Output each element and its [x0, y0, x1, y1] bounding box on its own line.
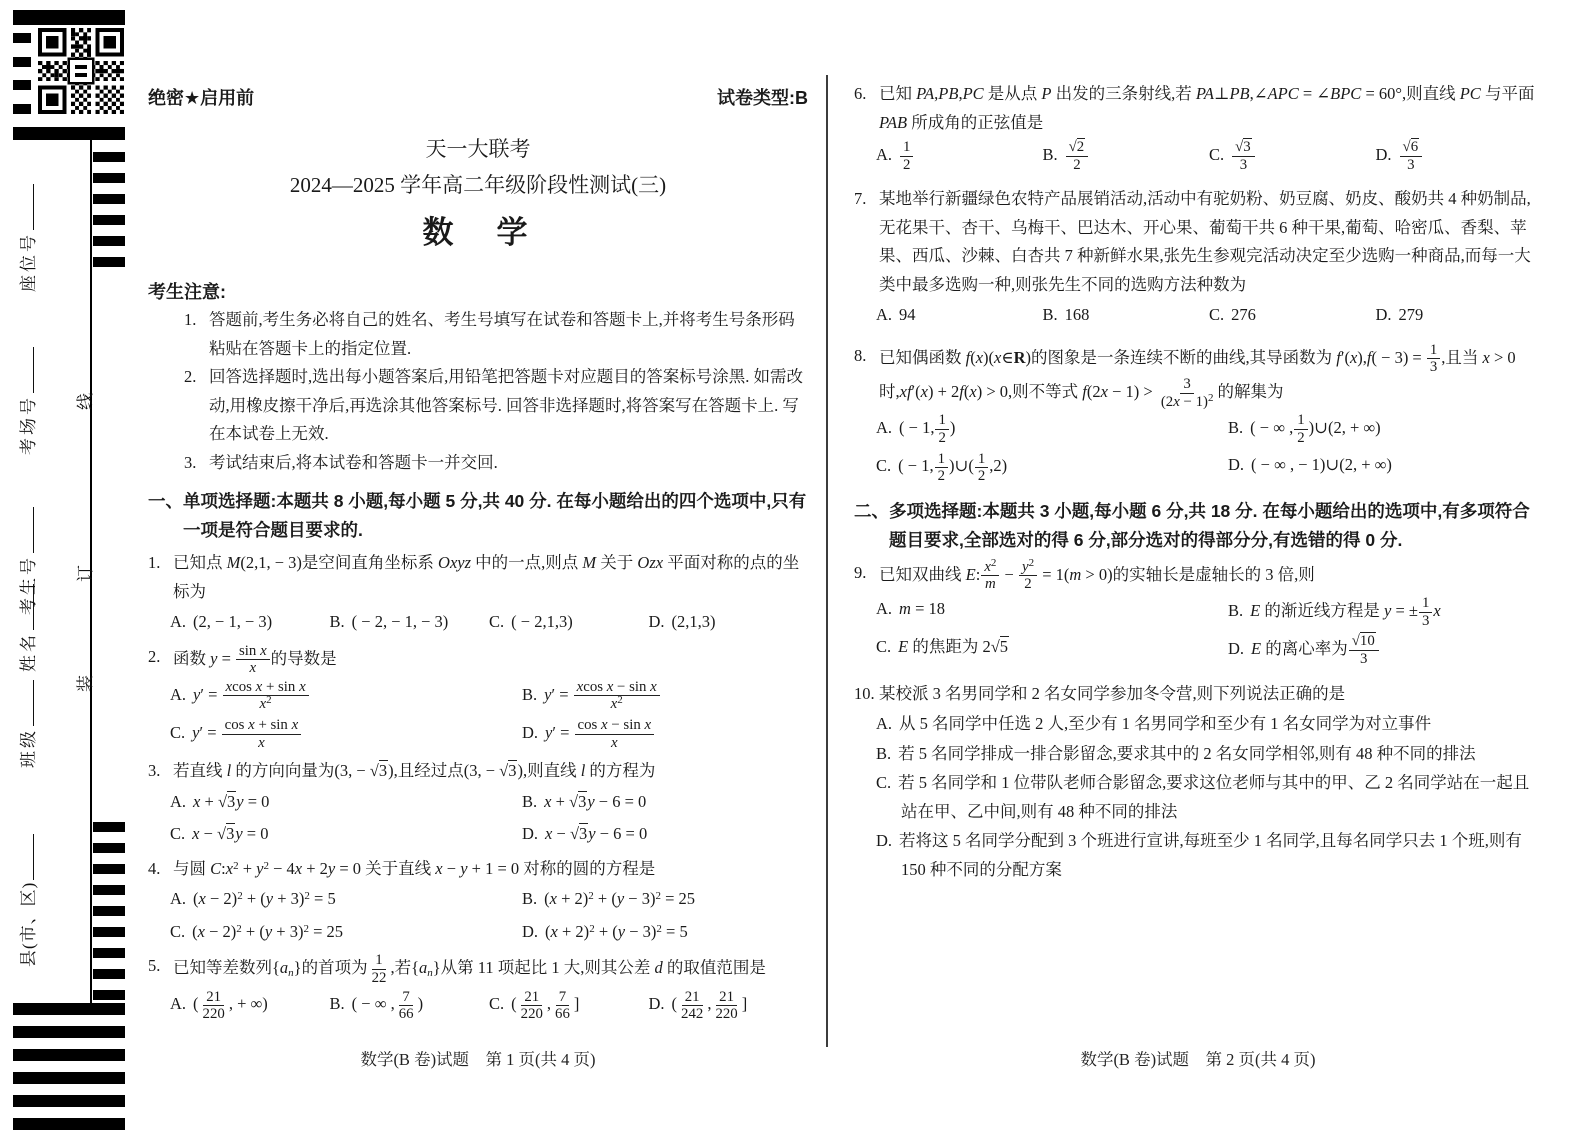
option-label: A. — [170, 684, 187, 704]
option-text: y′ = $\frac{\text{cos x − sin x}}{x}$ — [545, 723, 655, 742]
answer-option — [876, 769, 1542, 826]
question-stem-row — [148, 549, 808, 606]
fill-in-blank-line — [33, 834, 34, 880]
option-text: 若 5 名同学排成一排合影留念,要求其中的 2 名女同学相邻,则有 48 种不同的排法 — [898, 743, 1476, 763]
option-text: ( − ∞ , − 1)∪(2, + ∞) — [1251, 454, 1392, 474]
question-number: 1. — [148, 553, 161, 572]
option-text: 94 — [899, 305, 916, 325]
option-label: B. — [1042, 305, 1058, 325]
answer-option — [1209, 139, 1376, 173]
question-options — [876, 595, 1542, 668]
question-number: 2. — [148, 646, 161, 666]
notice-text: 考试结束后,将本试卷和答题卡一并交回. — [209, 452, 498, 472]
answer-option — [876, 710, 1542, 739]
option-label: A. — [876, 305, 893, 325]
answer-option — [876, 451, 1228, 485]
question-stem: 函数 y = $\frac{\text{sin x}}{x}$ 的导数是 — [173, 642, 337, 677]
question-stem-row — [854, 185, 1542, 299]
answer-option — [1228, 412, 1542, 446]
option-text: x + √3y − 6 = 0 — [544, 791, 647, 811]
answer-option — [170, 885, 522, 914]
registration-bar-top — [13, 10, 125, 25]
answer-option — [1228, 451, 1542, 485]
option-text: $(x - 2)^2 + (y + 3)^2 = 5$ — [193, 889, 336, 909]
timing-stripes — [13, 1003, 125, 1131]
option-text: ( − 1, $\frac{1}{2}$ ) — [899, 412, 956, 446]
sidebar-field-label — [18, 680, 40, 768]
option-text: y′ = $\frac{\text{xcos x − sin x}}{x^2}$ — [544, 685, 661, 704]
option-label: B. — [1228, 418, 1244, 438]
sidebar-field-label-text: 县(市、区) — [19, 881, 38, 967]
option-label: D. — [1375, 305, 1392, 325]
question-options — [170, 788, 808, 849]
option-text: 279 — [1398, 305, 1424, 325]
option-text: $(x + 2)^2 + (y - 3)^2 = 25$ — [544, 889, 696, 909]
question — [148, 757, 808, 849]
answer-option — [489, 608, 649, 637]
question-stem-row — [854, 80, 1542, 137]
question-stem-row — [854, 342, 1542, 411]
page2-footer: 数学(B 卷)试题 第 2 页(共 4 页) — [1080, 1050, 1316, 1069]
answer-option — [876, 412, 1228, 446]
section-one-heading — [148, 487, 808, 545]
question-stem: 与圆 $C:x^2 + y^2 - 4x + 2y = 0$ 关于直线 x − y + 1 = 0 对称的圆的方程是 — [173, 858, 656, 878]
notice-list — [184, 306, 808, 477]
organization-title: 天一大联考 — [425, 137, 531, 161]
sidebar-field-label-text: 姓名 — [19, 632, 38, 672]
question — [148, 549, 808, 637]
page-divider-rule — [826, 75, 828, 1047]
question — [854, 185, 1542, 330]
notice-heading: 考生注意: — [148, 282, 226, 302]
section-number: 二、 — [854, 500, 889, 521]
answer-option — [170, 989, 330, 1023]
answer-option — [522, 717, 808, 751]
option-label: A. — [170, 791, 187, 811]
answer-option — [1043, 139, 1210, 173]
page-2 — [854, 0, 1542, 896]
option-label: D. — [522, 722, 539, 742]
option-label: B. — [522, 889, 538, 909]
option-text: ( − 2,1,3) — [511, 612, 573, 631]
option-text: 从 5 名同学中任选 2 人,至少有 1 名男同学和至少有 1 名女同学为对立事件 — [899, 714, 1432, 733]
exam-session-title: 2024—2025 学年高二年级阶段性测试(三) — [289, 173, 667, 197]
question-list-page2-part2 — [854, 556, 1542, 884]
question — [148, 643, 808, 752]
fill-in-blank-line — [33, 584, 34, 630]
option-label: D. — [876, 831, 893, 850]
binding-line-char: 订 — [76, 565, 95, 582]
option-label: D. — [522, 921, 539, 941]
notice-number: 1. — [184, 310, 197, 329]
subject-title: 数 学 — [422, 215, 534, 250]
option-text: E 的离心率为 $\frac{√10}{3}$ — [1251, 639, 1380, 658]
question-stem: 已知等差数列$\{a_n\}$的首项为 $\frac{1}{22}$ ,若$\{a_n\}$从第 11 项起比 1 大,则其公差 d 的取值范围是 — [173, 952, 766, 986]
option-text: 168 — [1064, 305, 1090, 325]
binding-dashes-bottom — [93, 822, 125, 1001]
option-text: ( − 2, − 1, − 3) — [351, 612, 449, 631]
question-number: 6. — [854, 84, 867, 103]
option-text: ( − ∞ , $\frac{7}{66}$ ) — [351, 988, 424, 1023]
option-text: m = 18 — [899, 599, 946, 618]
option-label: A. — [170, 994, 187, 1014]
answer-option — [649, 608, 809, 637]
answer-option — [876, 595, 1228, 629]
option-label: D. — [1228, 454, 1245, 474]
sidebar-field-label — [18, 184, 40, 292]
option-label: D. — [1228, 639, 1245, 659]
page-header — [148, 84, 808, 112]
answer-option — [522, 918, 808, 947]
option-label: A. — [876, 599, 893, 618]
answer-option — [1228, 633, 1542, 667]
answer-option — [489, 989, 649, 1023]
option-text: 276 — [1231, 305, 1256, 325]
answer-option — [170, 608, 330, 637]
question-stem-row — [148, 643, 808, 677]
question-list-page2-part1 — [854, 80, 1542, 485]
option-label: A. — [876, 144, 893, 164]
question-options — [876, 139, 1542, 173]
option-label: C. — [876, 456, 892, 476]
fill-in-blank-line — [33, 347, 34, 393]
question-stem-row — [148, 952, 808, 986]
fill-in-blank-line — [33, 507, 34, 553]
question — [148, 952, 808, 1023]
option-label: B. — [329, 994, 345, 1014]
option-label: C. — [170, 722, 186, 742]
option-label: B. — [1042, 144, 1058, 164]
option-label: B. — [522, 684, 538, 704]
question-stem: 已知偶函数 f(x)(x∈R)的图象是一条连续不断的曲线,其导函数为 f′(x),f( − 3) = $\frac{1}{3}$ ,且当 x > 0 时,xf′(x) + 2f(x) > 0,则不等式 f(2x − 1) > $\frac{3}{(2x - 1)^2}$ 的解集为 — [879, 341, 1516, 410]
question-options — [170, 989, 808, 1023]
question-list-page1 — [148, 549, 808, 1023]
answer-option — [1228, 595, 1542, 629]
option-text: (2,1,3) — [671, 612, 716, 631]
secrecy-label: 绝密★启用前 — [148, 88, 255, 108]
option-text: E 的渐近线方程是 y = ± $\frac{1}{3}$ x — [1250, 595, 1441, 629]
answer-option — [170, 679, 522, 713]
question-stem-row — [854, 556, 1542, 593]
question-number: 3. — [148, 761, 161, 781]
question-stem-row — [148, 855, 808, 884]
answer-option — [170, 717, 522, 751]
registration-bar-bottom — [13, 127, 125, 140]
option-label: C. — [170, 824, 186, 844]
answer-option — [649, 989, 809, 1023]
notice-item — [184, 306, 808, 363]
page1-footer: 数学(B 卷)试题 第 1 页(共 4 页) — [360, 1050, 596, 1069]
sidebar-field-label — [18, 584, 40, 672]
qr-code-icon — [38, 28, 124, 114]
question-number: 4. — [148, 858, 161, 878]
option-label: D. — [648, 612, 665, 631]
answer-option — [876, 827, 1542, 884]
option-label: D. — [522, 824, 539, 844]
question-stem: 若直线 l 的方向向量为(3, − √3),且经过点(3, − √3),则直线 l 的方程为 — [173, 761, 656, 781]
option-text: y′ = $\frac{\text{cos x + sin x}}{x}$ — [192, 723, 302, 742]
section-text: 单项选择题:本题共 8 小题,每小题 5 分,共 40 分. 在每小题给出的四个选项中,只有一项是符合题目要求的. — [183, 491, 807, 540]
option-label: A. — [170, 889, 187, 909]
answer-option — [170, 820, 522, 849]
option-text: $\frac{1}{2}$ — [899, 145, 914, 164]
question-options — [170, 885, 808, 946]
answer-option — [1376, 139, 1543, 173]
question-stem: 某地举行新疆绿色农特产品展销活动,活动中有驼奶粉、奶豆腐、奶皮、酸奶共 4 种奶制品,无花果干、杏干、乌梅干、巴达木、开心果、葡萄干共 6 种干果,葡萄、哈密瓜、香梨、苹果、西瓜、沙棘、白杏共 7 种新鲜水果,张先生参观完活动决定至少选购一种商品,而每一大类中最多选购一种,则张先生不同的选购方法种数为 — [879, 189, 1531, 294]
option-text: $(x - 2)^2 + (y + 3)^2 = 25$ — [192, 921, 344, 941]
answer-option — [1209, 301, 1376, 330]
option-label: C. — [876, 773, 892, 792]
answer-option — [876, 740, 1542, 769]
page-1 — [148, 0, 808, 1029]
question — [148, 855, 808, 947]
sidebar-field-label-text: 班级 — [19, 728, 38, 768]
option-label: D. — [1375, 144, 1392, 164]
section-text: 多项选择题:本题共 3 小题,每小题 6 分,共 18 分. 在每小题给出的选项中,有多项符合题目要求,全部选对的得 6 分,部分选对的得部分分,有选错的得 0 分. — [889, 500, 1530, 550]
answer-option — [522, 679, 808, 713]
option-label: B. — [1228, 600, 1244, 620]
answer-option — [522, 820, 808, 849]
answer-option — [330, 989, 490, 1023]
answer-option — [170, 918, 522, 947]
option-text: $\frac{√2}{2}$ — [1065, 145, 1090, 164]
question-options — [876, 301, 1542, 330]
sidebar-field-label-text: 座位号 — [19, 232, 38, 292]
paper-type-label: 试卷类型:B — [717, 88, 808, 108]
question-options — [170, 608, 808, 637]
option-label: A. — [876, 714, 893, 733]
option-text: 若将这 5 名同学分配到 3 个班进行宣讲,每班至少 1 名同学,且每名同学只去 1 个班,则有 150 种不同的分配方案 — [899, 831, 1522, 879]
question-stem-row — [148, 757, 808, 786]
answer-option — [330, 608, 490, 637]
option-text: ( − 1, $\frac{1}{2}$ )∪( $\frac{1}{2}$ ,2) — [898, 450, 1008, 485]
option-label: C. — [489, 612, 505, 631]
answer-option — [522, 788, 808, 817]
sidebar-field-label-text: 考场号 — [19, 395, 38, 455]
option-text: $(x + 2)^2 + (y - 3)^2 = 5$ — [545, 921, 688, 941]
question-number: 5. — [148, 956, 161, 976]
question — [854, 680, 1542, 885]
option-label: C. — [1209, 305, 1225, 325]
answer-option — [876, 633, 1228, 667]
option-text: x − √3y = 0 — [192, 824, 269, 844]
option-label: C. — [170, 921, 186, 941]
notice-number: 2. — [184, 367, 197, 386]
notice-number: 3. — [184, 452, 197, 472]
registration-marks — [13, 33, 31, 115]
answer-option — [170, 788, 522, 817]
option-label: C. — [876, 637, 892, 657]
section-number: 一、 — [148, 491, 183, 511]
sidebar-field-label — [18, 834, 40, 967]
option-text: x − √3y − 6 = 0 — [545, 824, 648, 844]
answer-option — [1043, 301, 1210, 330]
option-text: E 的焦距为 2√5 — [898, 637, 1009, 657]
option-label: A. — [876, 418, 893, 438]
answer-option — [522, 885, 808, 914]
binding-line-char: 装 — [76, 675, 95, 692]
binding-line-char: 线 — [76, 393, 95, 410]
option-text: $\frac{√3}{3}$ — [1231, 145, 1256, 164]
question-number: 7. — [854, 189, 867, 209]
answer-option — [1376, 301, 1543, 330]
question — [854, 80, 1542, 173]
question-number: 8. — [854, 345, 867, 365]
option-text: $\frac{√6}{3}$ — [1399, 145, 1424, 164]
option-label: B. — [329, 612, 345, 631]
option-text: ( $\frac{21}{220}$ , $\frac{7}{66}$ ] — [511, 988, 580, 1023]
option-text: (2, − 1, − 3) — [193, 612, 273, 631]
question — [854, 342, 1542, 485]
question-options — [876, 412, 1542, 485]
sidebar-field-label-text: 考生号 — [19, 555, 38, 615]
option-text: x + √3y = 0 — [193, 791, 270, 811]
option-text: ( $\frac{21}{220}$ , + ∞) — [193, 988, 268, 1023]
option-label: D. — [648, 994, 665, 1014]
question-number: 10. — [854, 683, 875, 703]
fill-in-blank-line — [33, 184, 34, 230]
notice-text: 回答选择题时,选出每小题答案后,用铅笔把答题卡对应题目的答案标号涂黑. 如需改动,用橡皮擦干净后,再选涂其他答案标号. 回答非选择题时,将答案写在答题卡上. 写在本试卷上无效. — [209, 367, 803, 443]
question-stem-row — [854, 680, 1542, 709]
question — [854, 556, 1542, 668]
question-stem: 已知 PA,PB,PC 是从点 P 出发的三条射线,若 PA⊥PB,∠APC = ∠BPC = 60°,则直线 PC 与平面 PAB 所成角的正弦值是 — [879, 84, 1535, 132]
question-options — [170, 679, 808, 752]
question-stem: 已知双曲线 E: $\frac{x^2}{m}$ − $\frac{y^2}{2}$ = 1(m > 0)的实轴长是虚轴长的 3 倍,则 — [879, 556, 1315, 593]
option-label: C. — [489, 994, 505, 1014]
question-number: 9. — [854, 562, 867, 582]
section-two-heading — [854, 497, 1542, 555]
notice-item — [184, 363, 808, 449]
binding-sidebar — [0, 0, 135, 1138]
question-stem: 已知点 M(2,1, − 3)是空间直角坐标系 Oxyz 中的一点,则点 M 关于 Ozx 平面对称的点的坐标为 — [173, 553, 800, 601]
answer-option — [876, 301, 1043, 330]
option-text: 若 5 名同学和 1 位带队老师合影留念,要求这位老师与其中的甲、乙 2 名同学站在一起且站在甲、乙中间,则有 48 种不同的排法 — [898, 773, 1530, 821]
option-label: C. — [1209, 144, 1225, 164]
option-text: ( − ∞ , $\frac{1}{2}$ )∪(2, + ∞) — [1250, 412, 1381, 446]
option-label: A. — [170, 612, 187, 631]
question-stem: 某校派 3 名男同学和 2 名女同学参加冬令营,则下列说法正确的是 — [879, 683, 1346, 703]
option-label: B. — [522, 791, 538, 811]
notice-text: 答题前,考生务必将自己的姓名、考生号填写在试卷和答题卡上,并将考生号条形码粘贴在答题卡上的指定位置. — [209, 310, 795, 358]
option-text: y′ = $\frac{\text{xcos x + sin x}}{x^2}$ — [193, 685, 310, 704]
answer-option — [876, 139, 1043, 173]
question-options — [876, 710, 1542, 884]
option-label: B. — [876, 743, 892, 763]
fill-in-blank-line — [33, 680, 34, 726]
notice-item — [184, 449, 808, 478]
option-text: ( $\frac{21}{242}$ , $\frac{21}{220}$ ] — [671, 988, 748, 1023]
sidebar-field-label — [18, 347, 40, 455]
binding-dashes-top — [93, 152, 125, 272]
